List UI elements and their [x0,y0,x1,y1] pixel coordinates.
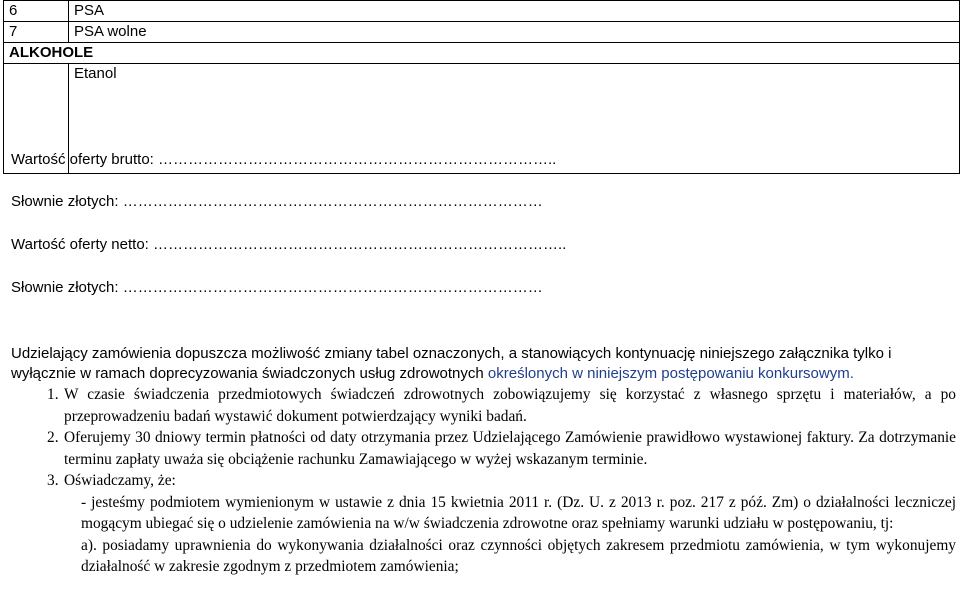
list-item-number: 3. [47,472,59,489]
list-item [11,384,956,427]
gross-words-field [11,193,543,211]
table-group-row [4,43,960,64]
net-words-blank: ………………………………………………………………………… [122,279,543,296]
substances-table [3,0,960,174]
amendment-note [11,344,956,384]
list-item-number: 2. [47,429,59,446]
list-item [11,470,956,492]
gross-value-label: Wartość oferty brutto: [11,151,154,168]
list-item [11,427,956,470]
row-name: PSA [69,1,960,22]
row-name: PSA wolne [69,22,960,43]
list-item-text: Oświadczamy, że: [64,472,176,489]
table-row [4,1,960,22]
note-accent-text: określonych w niniejszym postępowaniu konkursowym. [487,365,854,382]
declarations-list [11,384,956,578]
net-value-label: Wartość oferty netto: [11,236,149,253]
declaration-paragraph: - jesteśmy podmiotem wymienionym w ustawie z dnia 15 kwietnia 2011 r. (Dz. U. z 2013 r. poz. 217 z póź. Zm) o działalności leczniczej mogącym ubiegać się o udzielenie zamówienia na w/w świadczenia zdrowotne oraz spełniamy warunki udziału w postępowaniu, tj: [81,493,956,532]
list-item-number: 1. [47,386,59,403]
list-item-text: Oferujemy 30 dniowy termin płatności od daty otrzymania przez Udzielającego Zamówienie prawidłowo wystawionej faktury. Za dotrzymanie terminu zapłaty uważa się obciążenie rachunku Zamawiającego w wyżej wskazanym terminie. [64,429,956,468]
group-header: ALKOHOLE [4,43,960,64]
declaration-paragraph: a). posiadamy uprawnienia do wykonywania działalności oraz czynności objętych zakresem przedmiotu zamówienia, w tym wykonujemy działalność w zakresie zgodnym z przedmiotem zamówienia; [81,536,956,575]
gross-value-field [11,151,556,169]
gross-words-label: Słownie złotych: [11,193,119,210]
row-number: 6 [4,1,69,22]
row-number: 7 [4,22,69,43]
net-words-label: Słownie złotych: [11,279,119,296]
net-words-field [11,279,543,297]
table-row [4,22,960,43]
net-value-field [11,236,566,254]
gross-value-blank: …………………………………………………………………….. [158,151,557,168]
row-name: Etanol [69,64,960,174]
note-text: Udzielający zamówienia dopuszcza możliwość zmiany tabel oznaczonych, a stanowiących kontynuację niniejszego załącznika tylko i wyłącznie w ramach doprecyzowania świadczonych usług zdrowotnych [11,345,892,382]
list-item-text: W czasie świadczenia przedmiotowych świadczeń zdrowotnych zobowiązujemy się korzystać z własnego sprzętu i materiałów, a po przeprowadzeniu badań wystawić dokument potwierdzający wyniki badań. [64,386,956,425]
net-value-blank: ……………………………………………………………………….. [153,236,567,253]
gross-words-blank: ………………………………………………………………………… [122,193,543,210]
